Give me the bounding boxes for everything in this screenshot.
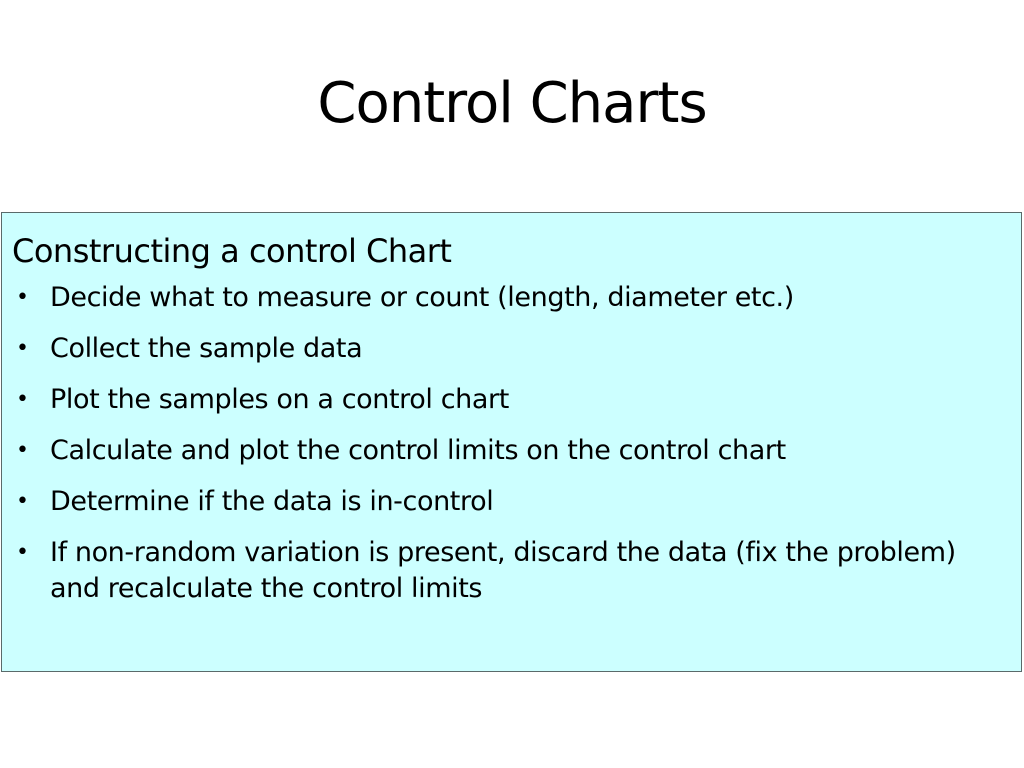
bullet-text: Calculate and plot the control limits on the control chart [50, 435, 786, 466]
bullet-item [14, 484, 974, 520]
bullet-text: Decide what to measure or count (length, diameter etc.) [50, 282, 794, 313]
bullet-dot-icon: • [16, 387, 29, 412]
bullet-dot-icon: • [16, 489, 29, 514]
bullet-dot-icon: • [16, 540, 29, 565]
box-heading: Constructing a control Chart [12, 232, 452, 270]
bullet-list [14, 280, 974, 622]
bullet-text: Plot the samples on a control chart [50, 384, 509, 415]
bullet-text: Determine if the data is in-control [50, 486, 494, 517]
bullet-dot-icon: • [16, 285, 29, 310]
bullet-dot-icon: • [16, 336, 29, 361]
bullet-text: If non-random variation is present, discard the data (fix the problem) and recalculate the control limits [50, 537, 956, 604]
bullet-item [14, 331, 974, 367]
bullet-text: Collect the sample data [50, 333, 363, 364]
bullet-item [14, 280, 974, 316]
content-box [1, 212, 1022, 672]
bullet-item [14, 382, 974, 418]
slide-title: Control Charts [317, 71, 707, 136]
bullet-item [14, 535, 974, 607]
bullet-item [14, 433, 974, 469]
bullet-dot-icon: • [16, 438, 29, 463]
